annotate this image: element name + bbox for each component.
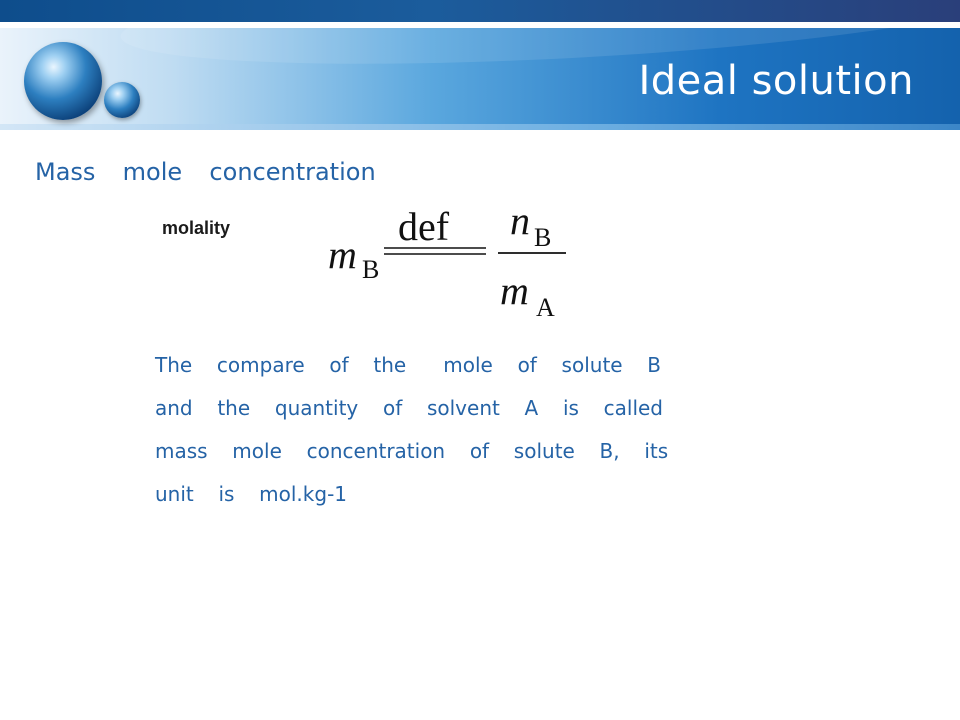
header-top-strip — [0, 0, 960, 22]
formula-denominator-subscript: A — [536, 293, 555, 322]
slide-subtitle: Mass mole concentration — [35, 158, 376, 186]
term-label: molality — [162, 218, 231, 238]
description-block — [155, 344, 715, 516]
formula-numerator-symbol: n — [510, 198, 530, 243]
small-globe-icon — [104, 82, 140, 118]
description-line: and the quantity of solvent A is called — [155, 396, 664, 420]
description-line: unit is mol.kg-1 — [155, 482, 348, 506]
slide-title: Ideal solution — [638, 58, 914, 104]
formula-numerator-subscript: B — [534, 223, 552, 252]
formula-denominator-symbol: m — [500, 268, 529, 313]
molality-formula — [320, 196, 590, 326]
formula-lhs-subscript: B — [362, 255, 380, 284]
globe-icon — [24, 42, 102, 120]
formula-relation: def — [398, 204, 450, 249]
title-bar-underline — [0, 124, 960, 130]
description-line: mass mole concentration of solute B, its — [155, 439, 669, 463]
formula-lhs-symbol: m — [328, 232, 357, 277]
description-line: The compare of the mole of solute B — [155, 353, 662, 377]
